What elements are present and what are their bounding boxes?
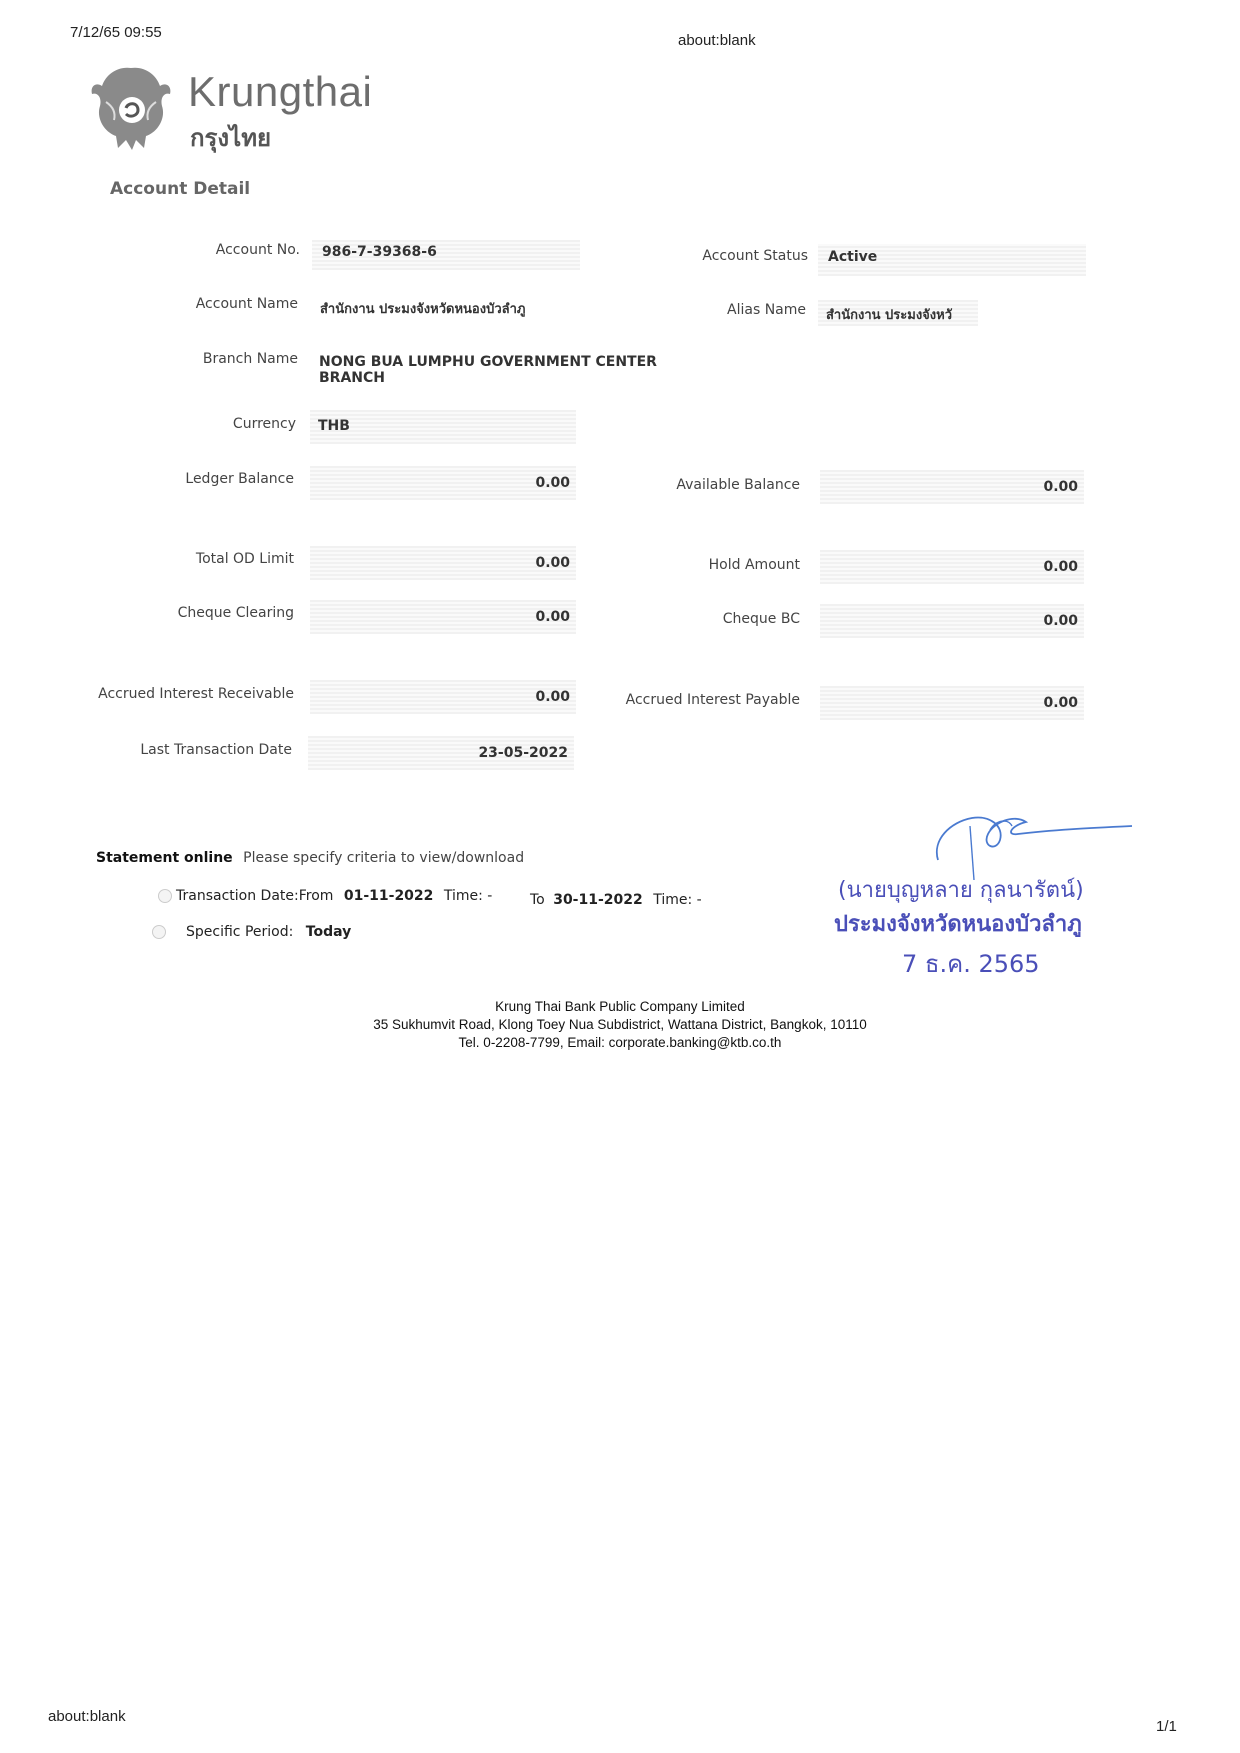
print-datetime: 7/12/65 09:55 — [70, 24, 162, 41]
stamp-signer-title: ประมงจังหวัดหนองบัวลำภู — [834, 912, 1082, 937]
logo-name-en: Krungthai — [188, 68, 373, 115]
statement-header — [96, 850, 524, 866]
krungthai-garuda-logo-icon — [86, 62, 176, 154]
cheque-bc-label: Cheque BC — [722, 611, 800, 627]
account-no-value: 986-7-39368-6 — [322, 244, 437, 260]
stamp-date: 7 ธ.ค. 2565 — [902, 950, 1040, 978]
account-status-value: Active — [828, 249, 878, 265]
specific-period-option[interactable] — [152, 924, 351, 940]
hold-amount-value: 0.00 — [820, 550, 1084, 584]
logo-name-th: กรุงไทย — [190, 124, 272, 152]
to-date-group — [530, 892, 702, 908]
accrued-interest-payable-label: Accrued Interest Payable — [625, 692, 800, 708]
accrued-interest-payable-value: 0.00 — [820, 686, 1084, 720]
branch-name-value-line2: BRANCH — [319, 370, 385, 386]
account-no-label: Account No. — [215, 242, 300, 258]
to-date-value: 30-11-2022 — [553, 892, 643, 908]
transaction-date-radio[interactable] — [158, 889, 172, 903]
specific-period-radio[interactable] — [152, 925, 166, 939]
last-transaction-date-value: 23-05-2022 — [308, 736, 574, 770]
transaction-date-label: Transaction Date:From — [176, 888, 334, 904]
transaction-date-option[interactable] — [158, 888, 492, 904]
to-label: To — [530, 892, 545, 908]
account-name-label: Account Name — [195, 296, 298, 312]
cheque-bc-value: 0.00 — [820, 604, 1084, 638]
branch-name-value-line1: NONG BUA LUMPHU GOVERNMENT CENTER — [319, 354, 657, 370]
specific-period-label: Specific Period: — [186, 924, 294, 940]
to-time-label: Time: - — [653, 892, 702, 908]
account-name-value: สำนักงาน ประมงจังหวัดหนองบัวลำภู — [320, 302, 526, 317]
currency-value: THB — [318, 418, 350, 434]
print-url-bottom: about:blank — [48, 1708, 126, 1725]
branch-name-label: Branch Name — [202, 351, 298, 367]
cheque-clearing-label: Cheque Clearing — [177, 605, 294, 621]
specific-period-value: Today — [305, 924, 352, 940]
statement-instruction: Please specify criteria to view/download — [243, 850, 525, 866]
ledger-balance-value: 0.00 — [310, 466, 576, 500]
print-url-top: about:blank — [678, 32, 756, 49]
alias-name-value: สำนักงาน ประมงจังหวั — [826, 308, 953, 323]
print-page-number: 1/1 — [1156, 1718, 1177, 1735]
accrued-interest-receivable-label: Accrued Interest Receivable — [98, 686, 294, 702]
footer-company: Krung Thai Bank Public Company Limited — [495, 999, 745, 1014]
footer-address: 35 Sukhumvit Road, Klong Toey Nua Subdistrict, Wattana District, Bangkok, 10110 — [373, 1017, 867, 1032]
alias-name-label: Alias Name — [727, 302, 806, 318]
currency-label: Currency — [232, 416, 296, 432]
stamp-signer-name: (นายบุญหลาย กุลนารัตน์) — [838, 878, 1084, 903]
cheque-clearing-value: 0.00 — [310, 600, 576, 634]
ledger-balance-label: Ledger Balance — [185, 471, 294, 487]
last-transaction-date-label: Last Transaction Date — [140, 742, 292, 758]
account-status-label: Account Status — [702, 248, 808, 264]
footer-block — [300, 998, 940, 1052]
total-od-limit-value: 0.00 — [310, 546, 576, 580]
available-balance-value: 0.00 — [820, 470, 1084, 504]
section-title: Account Detail — [110, 179, 251, 199]
available-balance-label: Available Balance — [676, 477, 800, 493]
from-time-label: Time: - — [443, 888, 493, 904]
statement-title: Statement online — [96, 850, 233, 866]
accrued-interest-receivable-value: 0.00 — [310, 680, 576, 714]
total-od-limit-label: Total OD Limit — [195, 551, 294, 567]
footer-contact: Tel. 0-2208-7799, Email: corporate.banking@ktb.co.th — [458, 1035, 782, 1050]
from-date-value: 01-11-2022 — [343, 888, 434, 904]
hold-amount-label: Hold Amount — [708, 557, 800, 573]
